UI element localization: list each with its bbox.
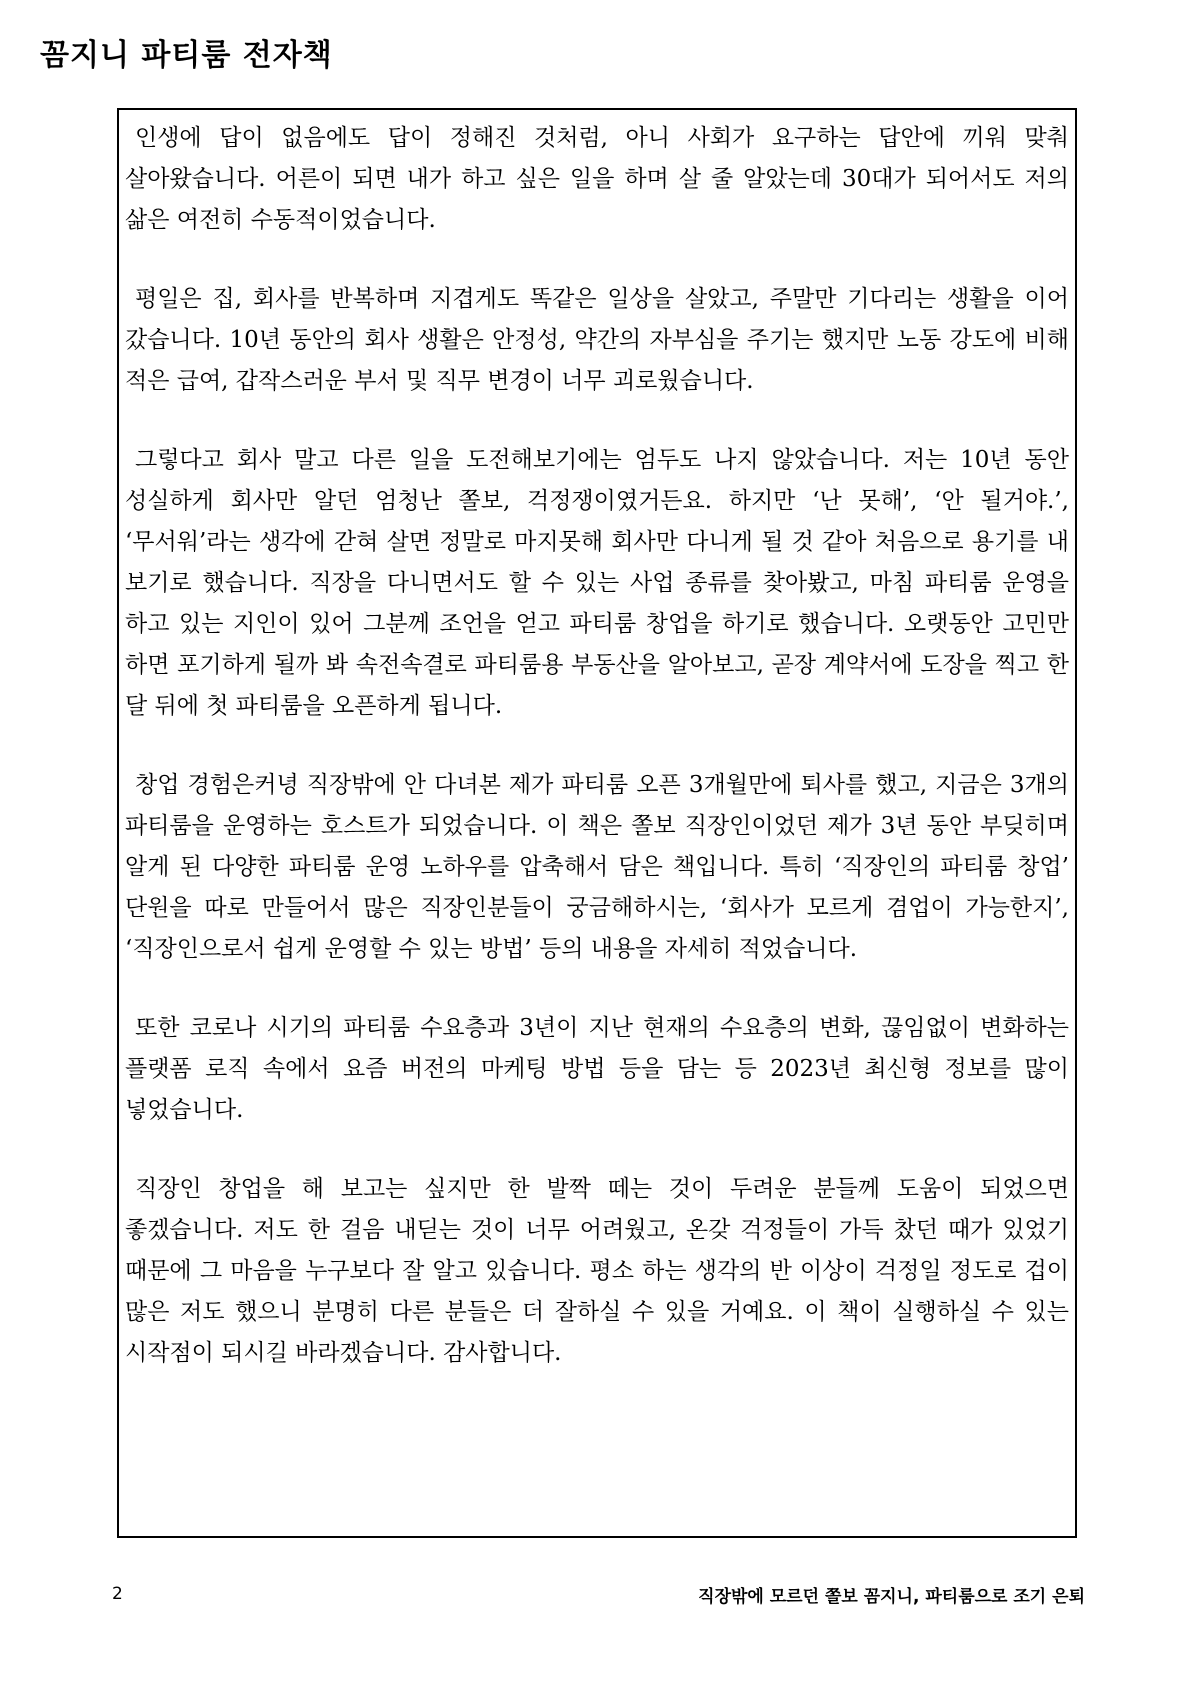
paragraph-2: 평일은 집, 회사를 반복하며 지겹게도 똑같은 일상을 살았고, 주말만 기다리는 생활을 이어 갔습니다. 10년 동안의 회사 생활은 안정성, 약간의 자부심을 주기는 했지만 노동 강도에 비해 적은 급여, 갑작스러운 부서 및 직무 변경이 너무 괴로웠습니다.: [125, 286, 1069, 394]
paragraph-6: 직장인 창업을 해 보고는 싶지만 한 발짝 떼는 것이 두려운 분들께 도움이 되었으면 좋겠습니다. 저도 한 걸음 내딛는 것이 너무 어려웠고, 온갖 걱정들이 가득 찼던 때가 있었기 때문에 그 마음을 누구보다 잘 알고 있습니다. 평소 하는 생각의 반 이상이 걱정일 정도로 겁이 많은 저도 했으니 분명히 다른 분들은 더 잘하실 수 있을 거예요. 이 책이 실행하실 수 있는 시작점이 되시길 바라겠습니다. 감사합니다.: [125, 1176, 1069, 1366]
footer-book-title: 직장밖에 모르던 쫄보 꼼지니, 파티룸으로 조기 은퇴: [698, 1587, 1085, 1607]
paragraph-5: 또한 코로나 시기의 파티룸 수요층과 3년이 지난 현재의 수요층의 변화, 끊임없이 변화하는 플랫폼 로직 속에서 요즘 버전의 마케팅 방법 등을 담는 등 2023년 최신형 정보를 많이 넣었습니다.: [125, 1015, 1069, 1123]
preface-text-box: [117, 108, 1077, 1538]
paragraph-4: 창업 경험은커녕 직장밖에 안 다녀본 제가 파티룸 오픈 3개월만에 퇴사를 했고, 지금은 3개의 파티룸을 운영하는 호스트가 되었습니다. 이 책은 쫄보 직장인이었던 제가 3년 동안 부딪히며 알게 된 다양한 파티룸 운영 노하우를 압축해서 담은 책입니다. 특히 ‘직장인의 파티룸 창업’ 단원을 따로 만들어서 많은 직장인분들이 궁금해하시는, ‘회사가 모르게 겸업이 가능한지’, ‘직장인으로서 쉽게 운영할 수 있는 방법’ 등의 내용을 자세히 적었습니다.: [125, 772, 1069, 962]
paragraph-3: 그렇다고 회사 말고 다른 일을 도전해보기에는 엄두도 나지 않았습니다. 저는 10년 동안 성실하게 회사만 알던 엄청난 쫄보, 걱정쟁이였거든요. 하지만 ‘난 못해’, ‘안 될거야.’, ‘무서워’라는 생각에 갇혀 살면 정말로 마지못해 회사만 다니게 될 것 같아 처음으로 용기를 내 보기로 했습니다. 직장을 다니면서도 할 수 있는 사업 종류를 찾아봤고, 마침 파티룸 운영을 하고 있는 지인이 있어 그분께 조언을 얻고 파티룸 창업을 하기로 했습니다. 오랫동안 고민만 하면 포기하게 될까 봐 속전속결로 파티룸용 부동산을 알아보고, 곧장 계약서에 도장을 찍고 한 달 뒤에 첫 파티룸을 오픈하게 됩니다.: [125, 447, 1069, 719]
paragraph-1: 인생에 답이 없음에도 답이 정해진 것처럼, 아니 사회가 요구하는 답안에 끼워 맞춰 살아왔습니다. 어른이 되면 내가 하고 싶은 일을 하며 살 줄 알았는데 30대가 되어서도 저의 삶은 여전히 수동적이었습니다.: [125, 125, 1069, 233]
page-header-title: 꼼지니 파티룸 전자책: [40, 38, 333, 73]
page-number: 2: [112, 1584, 123, 1604]
